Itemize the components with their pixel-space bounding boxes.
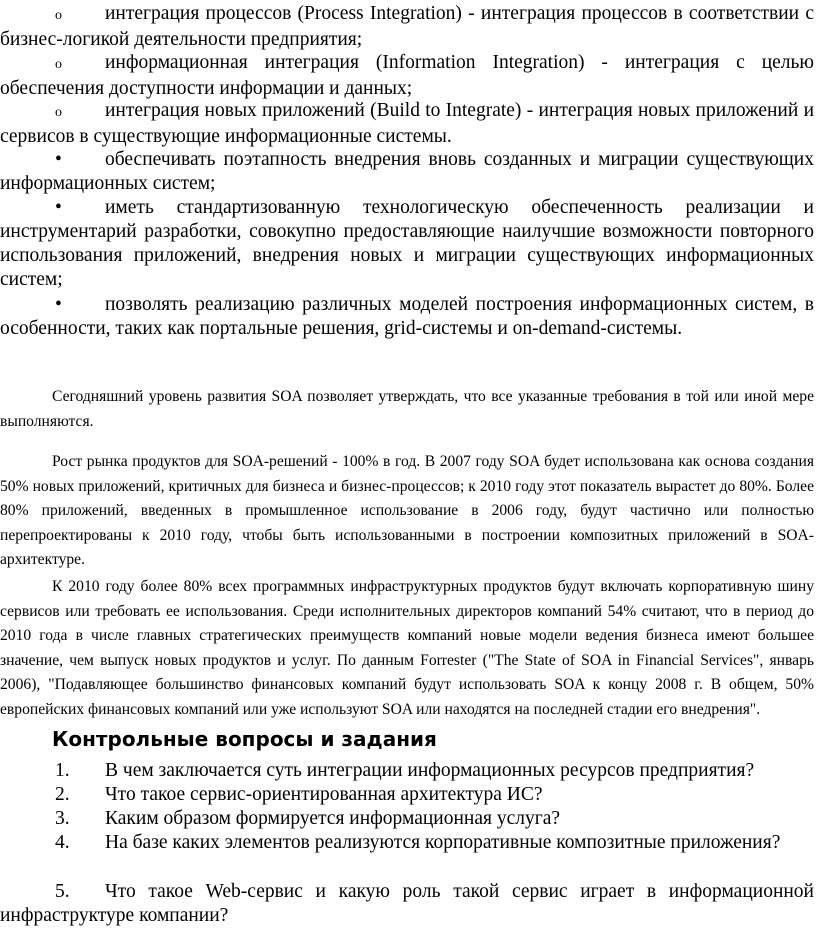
bullet-marker: • bbox=[55, 197, 62, 218]
section-heading: Контрольные вопросы и задания bbox=[52, 727, 437, 751]
question-number: 2. bbox=[55, 784, 70, 805]
list-item-text: интеграция процессов (Process Integration) - интеграция процессов в соответствии с бизнес-логикой деятельности предприятия; bbox=[0, 3, 814, 50]
list-item bbox=[0, 99, 814, 149]
question-text: В чем заключается суть интеграции информационных ресурсов предприятия? bbox=[105, 760, 755, 781]
question-number: 4. bbox=[55, 832, 70, 853]
bullet-marker: • bbox=[55, 149, 62, 170]
list-item-text: интеграция новых приложений (Build to Integrate) - интеграция новых приложений и сервисов в существующие информационные системы. bbox=[0, 100, 814, 147]
question-item bbox=[0, 759, 814, 783]
paragraph: Рост рынка продуктов для SOA-решений - 100% в год. В 2007 году SOA будет использована как основа создания 50% новых приложений, критичных для бизнеса и бизнес-процессов; к 2010 году этот показатель вырастет до 80%. Более 80% приложений, введенных в промышленное использование в 2006 году, будут частично или полностью перепроектированы к 2010 году, чтобы быть использованными в построении композитных приложений в SOA- архитектуре. bbox=[0, 453, 814, 568]
list-item-text: обеспечивать поэтапность внедрения вновь созданных и миграции существующих информационных систем; bbox=[0, 149, 814, 194]
list-item-text: позволять реализацию различных моделей построения информационных систем, в особенности, таких как портальные решения, grid-системы и on-demand-системы. bbox=[0, 294, 814, 339]
list-item bbox=[0, 293, 814, 341]
paragraph: К 2010 году более 80% всех программных инфраструктурных продуктов будут включать корпоративную шину сервисов или требовать ее использования. Среди исполнительных директоров компаний 54% считают, что в период до 2010 года в числе главных стратегических преимуществ компаний новые модели ведения бизнеса имеют большее значение, чем выпуск новых продуктов и услуг. По данным Forrester ("The State of SOA in Financial Services", январь 2006), "Подавляющее большинство финансовых компаний будут использовать SOA к концу 2008 г. В общем, 50% европейских финансовых компаний или уже используют SOA или находятся на последней стадии его внедрения". bbox=[0, 578, 814, 718]
question-number: 5. bbox=[55, 881, 70, 902]
list-item bbox=[0, 2, 814, 52]
question-item bbox=[0, 783, 814, 807]
list-item bbox=[0, 148, 814, 196]
list-item-text: иметь стандартизованную технологическую обеспеченность реализации и инструментарий разработки, совокупно предоставляющие наилучшие возможности повторного использования приложений, внедрения новых и миграции существующих информационных систем; bbox=[0, 197, 814, 290]
list-item bbox=[0, 196, 814, 292]
question-number: 1. bbox=[55, 760, 70, 781]
question-text: Каким образом формируется информационная услуга? bbox=[105, 808, 561, 829]
circle-bullet-marker: o bbox=[55, 57, 62, 72]
circle-bullet-marker: o bbox=[55, 8, 62, 23]
bullet-marker: • bbox=[55, 294, 62, 315]
question-text: Что такое сервис-ориентированная архитектура ИС? bbox=[105, 784, 543, 805]
question-item bbox=[0, 831, 814, 855]
question-text: На базе каких элементов реализуются корпоративные композитные приложения? bbox=[105, 832, 781, 853]
question-number: 3. bbox=[55, 808, 70, 829]
question-text: Что такое Web-сервис и какую роль такой сервис играет в информационной инфраструктуре компании? bbox=[0, 881, 814, 926]
circle-bullet-marker: o bbox=[55, 105, 62, 120]
paragraph: Сегодняшний уровень развития SOA позволяет утверждать, что все указанные требования в той или иной мере выполняются. bbox=[0, 388, 814, 430]
list-item-text: информационная интеграция (Information Integration) - интеграция с целью обеспечения доступности информации и данных; bbox=[0, 52, 814, 99]
question-item bbox=[0, 880, 814, 928]
list-item bbox=[0, 51, 814, 101]
question-item bbox=[0, 807, 814, 831]
